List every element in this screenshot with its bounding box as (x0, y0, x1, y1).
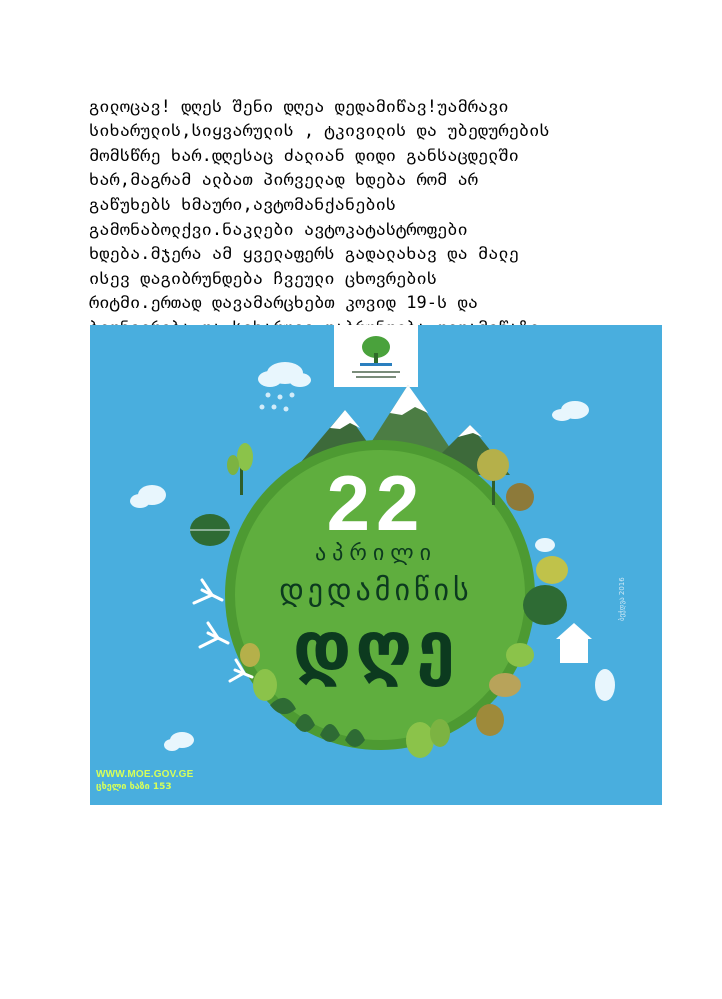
greeting-text (89, 70, 689, 341)
text-line: ხარ,მაგრამ ალბათ პირველად ხდება რომ არ (89, 170, 478, 191)
text-line: სიხარულის,სიყვარულის , ტკივილის და უბედურების (89, 121, 550, 142)
earth-label: დედამიწის (279, 573, 473, 608)
ministry-logo-icon (334, 325, 418, 387)
hotline-label: ცხელი ხაზი 153 (96, 782, 172, 792)
date-number: 22 (326, 459, 426, 547)
text-line: მომსწრე ხარ.დღესაც ძალიან დიდი განსაცდელში (89, 145, 519, 166)
text-line: გაწუხებს ხმაური,ავტომანქანების (89, 194, 397, 215)
cloud-icon (164, 732, 194, 751)
day-label: დღე (292, 606, 460, 688)
rain-cloud-icon (258, 362, 311, 412)
text-line: რიტმი.ერთად დავამარცხებთ კოვიდ 19-ს და (89, 293, 478, 314)
credit-label: ბეჭდვა 2016 (618, 577, 626, 621)
month-label: აპრილი (314, 541, 438, 566)
website-link[interactable]: WWW.MOE.GOV.GE (96, 769, 194, 780)
text-line: გილოცავ! დღეს შენი დღეა დედამიწავ!უამრავი (89, 96, 509, 117)
cloud-icon (552, 401, 589, 421)
text-line: ხდება.მჯერა ამ ყველაფერს გადალახავ და მალე (89, 244, 519, 265)
earth-day-poster (90, 325, 662, 805)
text-line: ისევ დაგიბრუნდება ჩვეული ცხოვრების (89, 268, 437, 289)
text-line: გამონაბოლქვი.ნაკლები ავტოკატასტროფები (89, 219, 468, 240)
